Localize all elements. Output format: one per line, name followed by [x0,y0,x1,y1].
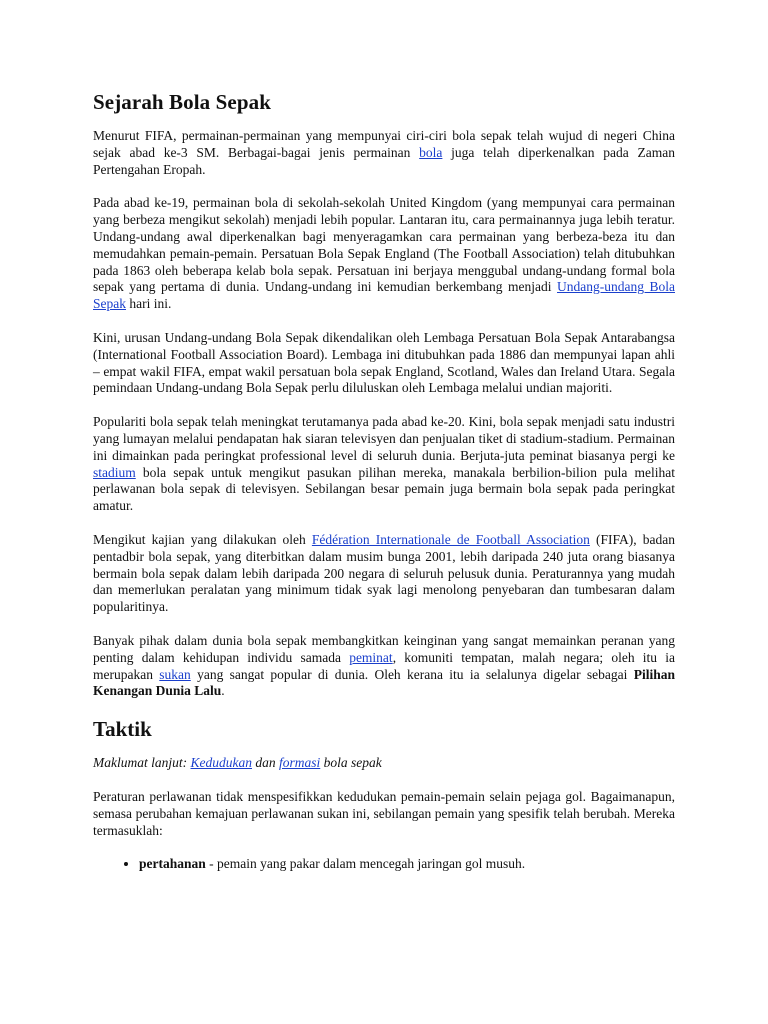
list-item-term: pertahanan [139,856,206,872]
link-stadium[interactable]: stadium [93,464,136,480]
link-fifa[interactable]: Fédération Internationale de Football Association [311,531,590,547]
paragraph-1 [93,128,675,178]
text: Menurut FIFA, permainan-permainan yang mempunyai ciri-ciri bola sepak telah wujud di negeri China sejak abad ke-3 SM. Berbagai-bagai jenis permainan [93,128,675,160]
paragraph-3: Kini, urusan Undang-undang Bola Sepak dikendalikan oleh Lembaga Persatuan Bola Sepak Antarabangsa (International Football Association Board). Lembaga ini ditubuhkan pada 1886 dan mempunyai lapan ahli – empat wakil FIFA, empat wakil persatuan bola sepak England, Scotland, Wales dan Ireland Utara. Segala pemindaan Undang-undang Bola Sepak perlu diluluskan oleh Lembaga melalui undian majoriti. [93,329,675,396]
bold-text: Pilihan Kenangan Dunia Lalu [93,666,675,699]
paragraph-7: Peraturan perlawanan tidak menspesifikkan kedudukan pemain-pemain selain pejaga gol. Bagaimanapun, semasa perubahan kemajuan perlawanan sukan ini, sebilangan pemain yang spesifik telah berubah. Mereka termasuklah: [93,788,675,838]
list-item [139,856,675,873]
text: Populariti bola sepak telah meningkat terutamanya pada abad ke-20. Kini, bola sepak menjadi satu industri yang lumayan melalui pendapatan hak siaran televisyen dan penjualan tiket di stadium-stadium. Permainan ini dimainkan pada peringkat professional level di seluruh dunia. Berjuta-juta peminat biasanya pergi ke [93,414,675,463]
text: Maklumat lanjut: [93,755,191,771]
link-formasi[interactable]: formasi [279,755,321,771]
text: Pada abad ke-19, permainan bola di sekolah-sekolah United Kingdom (yang mempunyai cara permainan yang berbeza mengikut sekolah) menjadi lebih popular. Lantaran itu, cara permainannya juga lebih teratur. Undang-undang awal diperkenalkan bagi menyeragamkan cara permainan yang berbeza-beza itu dan memudahkan pemain-pemain. Persatuan Bola Sepak England (The Football Association) telah ditubuhkan pada 1863 oleh beberapa kelab bola sepak. Persatuan ini berjaya menggubal undang-undang formal bola sepak yang pertama di dunia. Undang-undang ini kemudian berkembang menjadi [93,195,675,295]
link-undang-undang[interactable]: Undang-undang Bola Sepak [93,279,675,312]
text: dan [252,755,279,771]
page-title: Sejarah Bola Sepak [93,90,271,114]
text: , komuniti tempatan, malah negara; oleh itu ia merupakan [93,649,675,682]
list-item-text: - pemain yang pakar dalam mencegah jaringan gol musuh. [205,856,526,872]
paragraph-5 [93,532,675,616]
link-kedudukan[interactable]: Kedudukan [190,755,252,771]
text: Mengikut kajian yang dilakukan oleh [93,531,312,547]
position-list [93,856,675,873]
text: juga telah diperkenalkan pada Zaman Pertengahan Eropah. [93,144,675,177]
text: yang sangat popular di dunia. Oleh kerana itu ia selalunya digelar sebagai [190,666,634,682]
text: Banyak pihak dalam dunia bola sepak membangkitkan keinginan yang sangat memainkan peranan yang penting dalam kehidupan individu samada [93,632,675,665]
text: hari ini. [126,296,172,312]
link-peminat[interactable]: peminat [349,649,393,665]
paragraph-2 [93,195,675,313]
section-heading-taktik: Taktik [93,717,152,742]
text: bola sepak untuk mengikut pasukan pilihan mereka, manakala berbilion-bilion pula melihat perlawanan bola sepak di televisyen. Sebilangan besar pemain juga bermain bola sepak pada peringkat amatur. [93,464,675,514]
paragraph-4 [93,414,675,515]
text: (FIFA), badan pentadbir bola sepak, yang diterbitkan dalam musim bunga 2001, lebih daripada 240 juta orang biasanya bermain bola sepak dalam lebih daripada 200 negara di seluruh pelusuk dunia. Peraturannya yang mudah dan memerlukan peralatan yang minimum tidak syak lagi menolong penyebaran dan tumbesaran dalam popularitinya. [93,531,676,615]
text: . [221,683,225,699]
see-also-note [93,755,675,772]
paragraph-6 [93,633,675,700]
text: bola sepak [320,755,382,771]
link-sukan[interactable]: sukan [159,666,191,682]
link-bola[interactable]: bola [419,144,443,160]
